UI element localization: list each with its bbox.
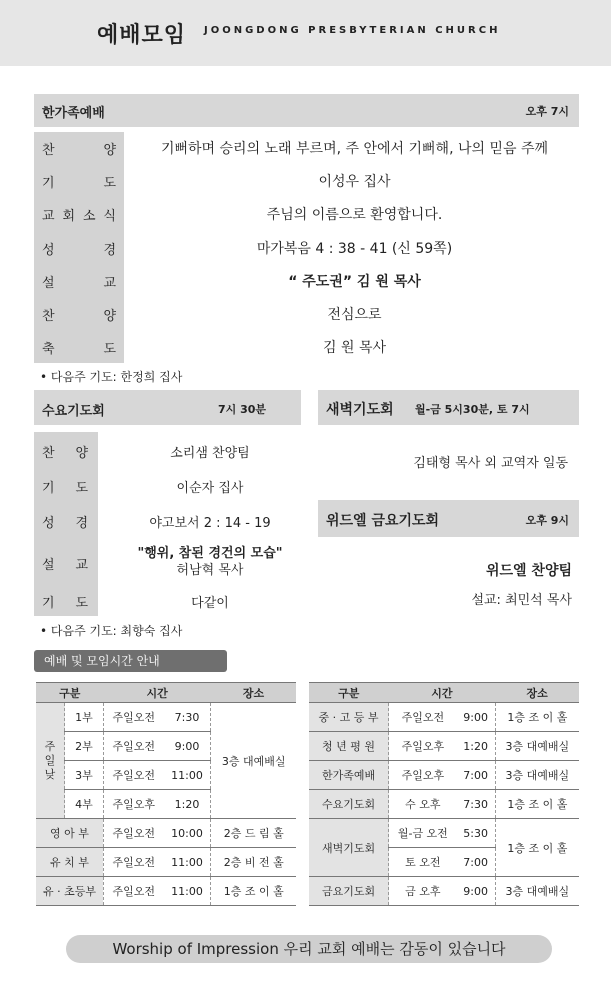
family-row-value: 마가복음 4 : 38 - 41 (신 59쪽) [256,240,453,257]
page-title: 예배모임 [97,23,187,48]
schedule-time: 11:00 [164,848,211,877]
wednesday-row-value: "행위, 참된 경건의 모습" [137,546,283,561]
schedule-time: 9:00 [457,703,496,732]
wednesday-row-label-char: 기 [42,596,55,611]
schedule-time: 1:20 [457,732,496,761]
schedule-place: 2층 비 전 홀 [211,848,296,877]
wednesday-row-label-char: 찬 [42,446,55,461]
schedule-time: 10:00 [164,819,211,848]
footer-banner: Worship of Impression 우리 교회 예배는 감동이 있습니다 [66,935,552,963]
wednesday-row-label-char: 설 [42,558,55,573]
wednesday-row-label-char: 도 [75,481,88,496]
left-header-category: 구분 [36,683,103,703]
schedule-place: 3층 대예배실 [495,732,579,761]
schedule-name: 유 · 초등부 [36,877,103,906]
family-row-value: “ 주도권” 김 원 목사 [288,273,421,290]
schedule-table-right [309,682,579,906]
family-row-value: 기뻐하며 승리의 노래 부르며, 주 안에서 기뻐해, 나의 믿음 주께 [160,141,549,157]
sunday-time: 9:00 [164,732,211,761]
wednesday-row-label [42,512,88,531]
family-row-label-char: 경 [103,242,116,258]
wednesday-row-label [42,592,88,611]
family-service-header [34,94,579,127]
dawn-schedule-day: 토 오전 [389,848,457,877]
sunday-part: 2부 [65,732,104,761]
dawn-schedule-name: 새벽기도회 [309,819,389,877]
dawn-schedule-time: 5:30 [457,819,496,848]
sunday-time: 7:30 [164,703,211,732]
schedule-name: 중 · 고 등 부 [309,703,389,732]
wednesday-row-value: 이순자 집사 [176,481,244,496]
left-header-place: 장소 [211,683,296,703]
schedule-day: 주일오전 [103,819,163,848]
schedule-place: 1층 조 이 홀 [211,877,296,906]
family-row-label-char: 기 [42,176,55,192]
wednesday-row-label-char: 양 [75,446,88,461]
friday-schedule-name: 금요기도회 [309,877,389,906]
family-row-label-char: 설 [42,275,55,291]
schedule-name: 한가족예배 [309,761,389,790]
wednesday-row-value: 다같이 [191,596,229,611]
schedule-time: 7:30 [457,790,496,819]
family-row-label [42,139,116,158]
right-header-category: 구분 [309,683,389,703]
wednesday-row-value: 소리샘 찬양팀 [170,446,250,461]
wednesday-row-label-char: 도 [75,596,88,611]
wednesday-row-label-char: 경 [75,516,88,531]
schedule-day: 주일오후 [389,732,457,761]
sunday-day: 주일오전 [103,703,163,732]
wednesday-row-label-char: 기 [42,481,55,496]
wednesday-row-label [42,477,88,496]
family-row-label [42,272,116,291]
dawn-title: 새벽기도회 [326,402,394,418]
sunday-part: 1부 [65,703,104,732]
sunday-day: 주일오전 [103,732,163,761]
schedule-time: 11:00 [164,877,211,906]
wednesday-header [34,390,301,425]
wednesday-title: 수요기도회 [42,404,105,419]
page-subtitle: JOONGDONG PRESBYTERIAN CHURCH [204,25,501,36]
wednesday-row-label-char: 성 [42,516,55,531]
wednesday-next-prayer: • 다음주 기도: 최향숙 집사 [40,624,183,638]
schedule-place: 3층 대예배실 [495,761,579,790]
wednesday-row-value: 야고보서 2 : 14 - 19 [149,516,271,531]
right-header-place: 장소 [495,683,579,703]
family-row-label-char: 성 [42,242,55,258]
family-row-label-char: 교 [103,275,116,291]
schedule-time: 7:00 [457,761,496,790]
wednesday-row-value-2: 허남혁 목사 [176,563,244,578]
wednesday-row-label [42,554,88,573]
sunday-part: 4부 [65,790,104,819]
family-row-label-char: 회 [62,209,76,225]
schedule-day: 주일오전 [103,877,163,906]
schedule-name: 유 치 부 [36,848,103,877]
schedule-name: 영 아 부 [36,819,103,848]
sunday-time: 11:00 [164,761,211,790]
dawn-time: 월-금 5시30분, 토 7시 [415,403,530,416]
family-row-value: 전심으로 [327,307,382,323]
schedule-table-left [36,682,296,906]
family-row-label-char: 찬 [42,309,55,324]
dawn-schedule-place: 1층 조 이 홀 [495,819,579,877]
schedule-place: 2층 드 림 홀 [211,819,296,848]
family-row-value: 이성우 집사 [318,174,391,191]
family-row-value: 주님의 이름으로 환영합니다. [266,207,443,224]
schedule-day: 주일오후 [389,761,457,790]
family-row-label-char: 소 [82,209,96,225]
schedule-place: 1층 조 이 홀 [495,703,579,732]
dawn-schedule-time: 7:00 [457,848,496,877]
family-row-label-char: 식 [103,209,116,225]
wednesday-row-label [42,442,88,461]
schedule-place: 1층 조 이 홀 [495,790,579,819]
friday-schedule-day: 금 오후 [389,877,457,906]
dawn-text: 김태형 목사 외 교역자 일동 [413,456,568,471]
friday-title: 위드엘 금요기도회 [326,513,440,529]
family-row-label-char: 도 [103,342,116,358]
left-header-time: 시간 [103,683,211,703]
family-row-label-char: 양 [103,309,116,324]
friday-time: 오후 9시 [525,514,569,527]
family-service-title: 한가족예배 [42,106,105,121]
sunday-part: 3부 [65,761,104,790]
sunday-time: 1:20 [164,790,211,819]
sunday-label: 주일낮 [36,703,65,819]
family-row-label [42,239,116,258]
schedule-day: 주일오전 [389,703,457,732]
dawn-schedule-day: 월-금 오전 [389,819,457,848]
schedule-name: 수요기도회 [309,790,389,819]
sunday-place: 3층 대예배실 [211,703,296,819]
family-row-label [42,338,116,357]
schedule-name: 청 년 평 원 [309,732,389,761]
friday-sermon: 설교: 최민석 목사 [471,593,572,608]
family-row-value: 김 원 목사 [323,340,386,357]
family-row-label [42,305,116,324]
wednesday-time: 7시 30분 [218,403,267,416]
family-service-time: 오후 7시 [525,105,569,118]
friday-team: 위드엘 찬양팀 [485,563,572,579]
family-row-label-char: 교 [42,209,55,225]
dawn-header [318,390,579,425]
schedule-day: 수 오후 [389,790,457,819]
friday-schedule-place: 3층 대예배실 [495,877,579,906]
wednesday-row-label-char: 교 [75,558,88,573]
family-row-label-char: 양 [103,143,116,158]
sunday-day: 주일오전 [103,761,163,790]
family-row-label [42,172,116,191]
friday-schedule-time: 9:00 [457,877,496,906]
right-header-time: 시간 [389,683,496,703]
schedule-section-label: 예배 및 모임시간 안내 [34,650,227,672]
family-next-prayer: • 다음주 기도: 한정희 집사 [40,370,183,384]
sunday-day: 주일오후 [103,790,163,819]
schedule-day: 주일오전 [103,848,163,877]
family-row-label [42,205,116,224]
family-row-label-char: 찬 [42,143,55,158]
family-row-label-char: 도 [103,176,116,192]
friday-header [318,500,579,537]
family-row-label-char: 축 [42,342,55,358]
